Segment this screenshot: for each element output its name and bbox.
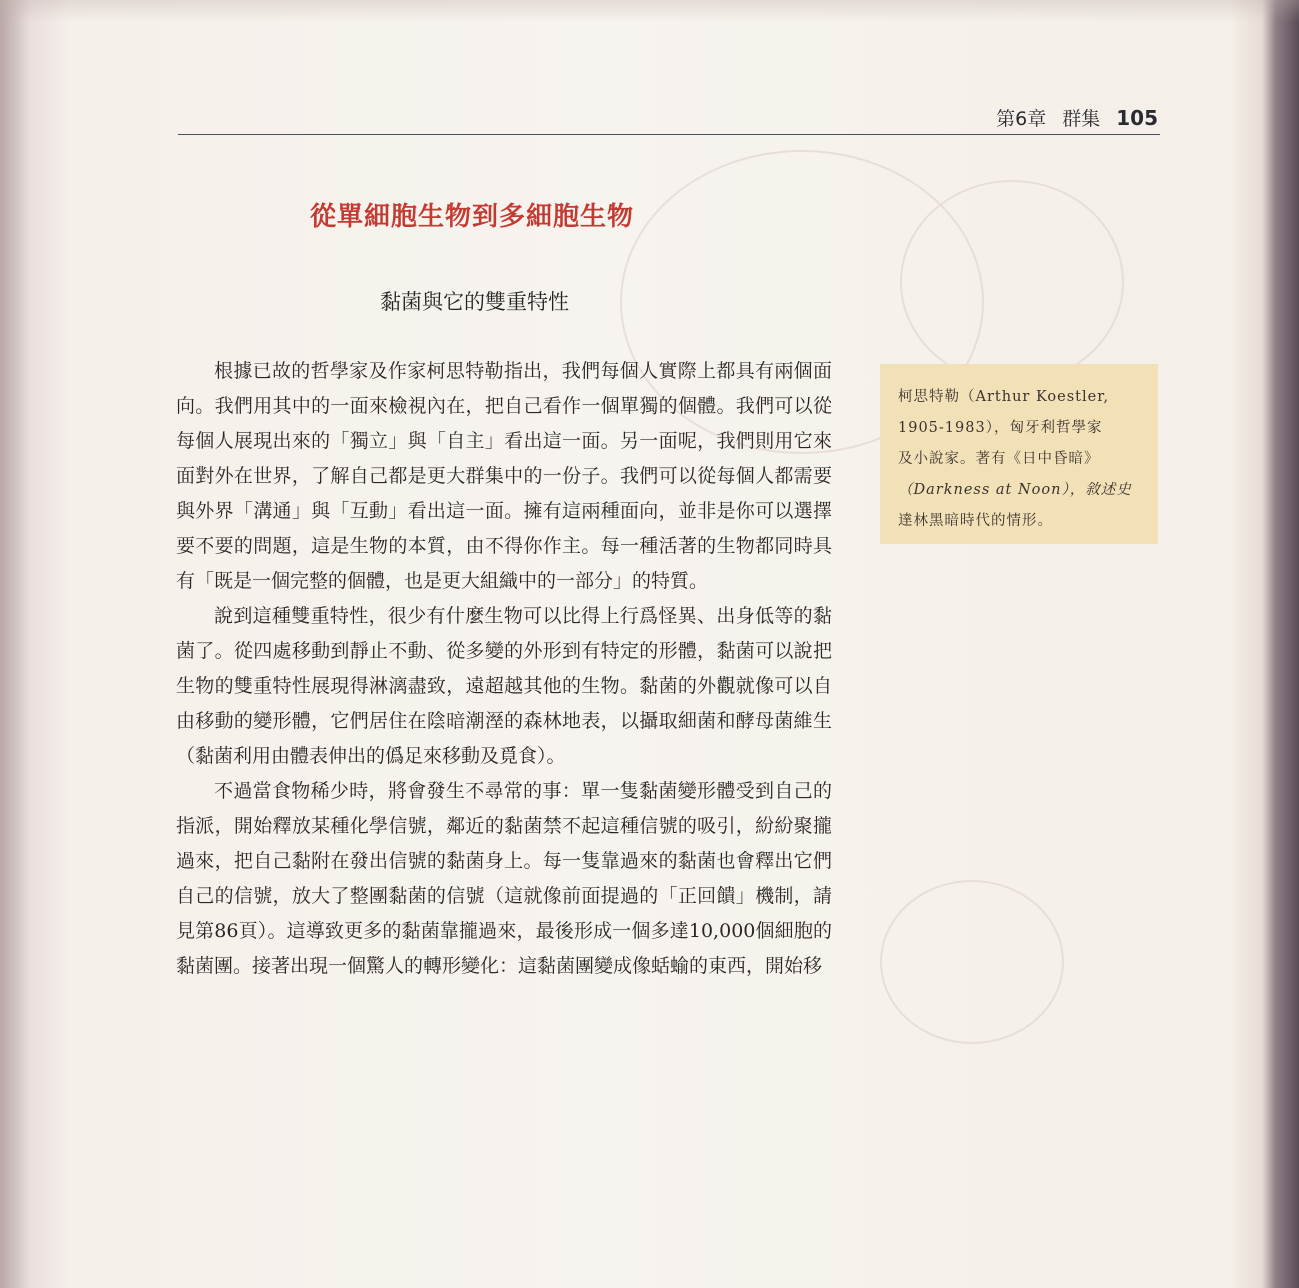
paragraph: 不過當食物稀少時，將會發生不尋常的事：單一隻黏菌變形體受到自己的指派，開始釋放某種化學信號，鄰近的黏菌禁不起這種信號的吸引，紛紛聚攏過來，把自己黏附在發出信號的黏菌身上。每一隻靠過來的黏菌也會釋出它們自己的信號，放大了整團黏菌的信號（這就像前面提過的「正回饋」機制，請見第86頁）。這導致更多的黏菌靠攏過來，最後形成一個多達10,000個細胞的黏菌團。接著出現一個驚人的轉形變化：這黏菌團變成像蛞蝓的東西，開始移	[176, 780, 832, 977]
running-header	[178, 100, 1160, 135]
sidenote-line: 1905-1983），匈牙利哲學家	[898, 420, 1103, 436]
section-label: 群集	[1062, 108, 1101, 130]
sidenote-line: 及小說家。著有《日中昏暗》	[898, 451, 1100, 467]
page-number: 105	[1116, 106, 1158, 130]
header-text	[996, 104, 1158, 131]
paragraph: 說到這種雙重特性，很少有什麼生物可以比得上行爲怪異、出身低等的黏菌了。從四處移動到靜止不動、從多變的外形到有特定的形體，黏菌可以說把生物的雙重特性展現得淋漓盡致，遠超越其他的生物。黏菌的外觀就像可以自由移動的變形體，它們居住在陰暗潮溼的森林地表，以攝取細菌和酵母菌維生（黏菌利用由體表伸出的僞足來移動及覓食）。	[176, 605, 832, 767]
page-shadow	[0, 0, 1299, 22]
paragraph: 根據已故的哲學家及作家柯思特勒指出，我們每個人實際上都具有兩個面向。我們用其中的一面來檢視內在，把自己看作一個單獨的個體。我們可以從每個人展現出來的「獨立」與「自主」看出這一面。另一面呢，我們則用它來面對外在世界，了解自己都是更大群集中的一份子。我們可以從每個人都需要與外界「溝通」與「互動」看出這一面。擁有這兩種面向，並非是你可以選擇要不要的問題，這是生物的本質，由不得你作主。每一種活著的生物都同時具有「既是一個完整的個體，也是更大組織中的一部分」的特質。	[176, 360, 832, 592]
body-text	[176, 354, 832, 984]
sidenote-line: 達林黑暗時代的情形。	[898, 513, 1053, 529]
show-through-illustration	[880, 880, 1064, 1044]
show-through-illustration	[900, 180, 1124, 384]
page-title: 從單細胞生物到多細胞生物	[310, 202, 635, 232]
sidenote-line: 柯思特勒（Arthur Koestler,	[898, 389, 1110, 405]
chapter-label: 第6章	[996, 108, 1047, 130]
sidenote-box	[880, 364, 1158, 544]
section-subtitle: 黏菌與它的雙重特性	[380, 290, 569, 314]
sidenote-line: （Darkness at Noon），敘述史	[898, 482, 1132, 498]
